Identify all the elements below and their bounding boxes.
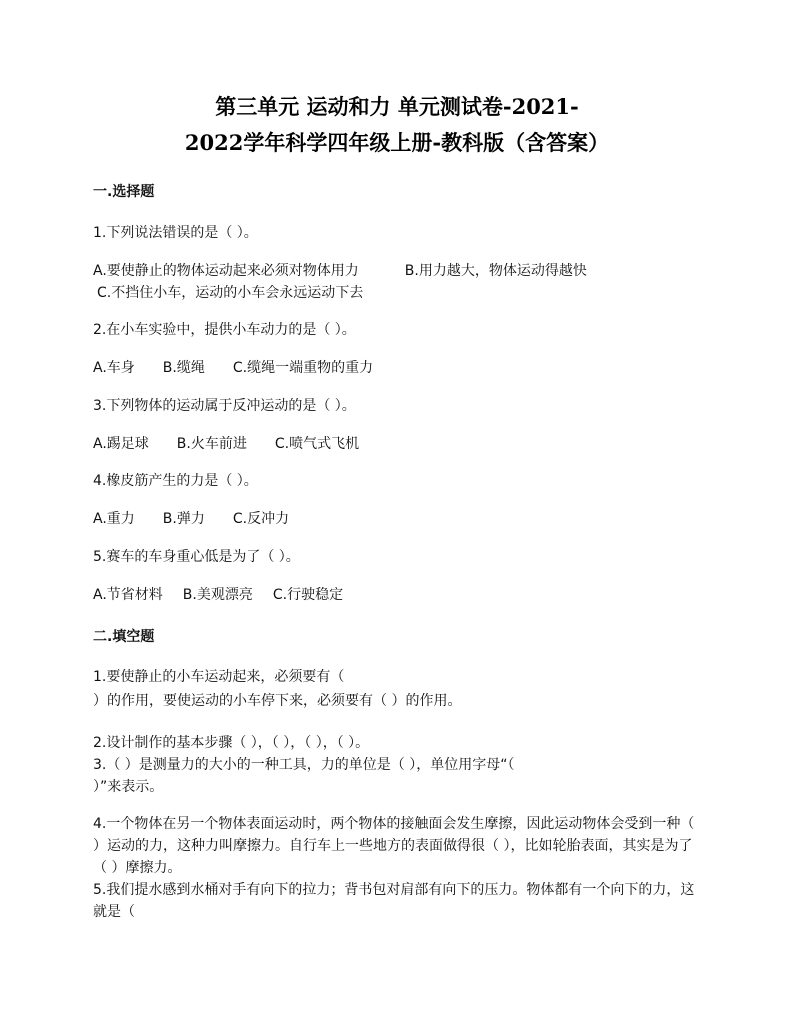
option: C.不挡住小车，运动的小车会永远运动下去 <box>97 285 364 301</box>
question-stem: 2.在小车实验中，提供小车动力的是（ ）。 <box>93 322 356 338</box>
question-stem: 1.下列说法错误的是（ ）。 <box>93 225 258 241</box>
option-row <box>93 358 401 378</box>
option: B.美观漂亮 <box>182 587 253 603</box>
option: B.弹力 <box>162 511 205 527</box>
document-title-line-1: 第三单元 运动和力 单元测试卷-2021- <box>215 94 579 119</box>
fill-question-4: 4.一个物体在另一个物体表面运动时，两个物体的接触面会发生摩擦，因此运动物体会受到一种（ ）运动的力，这种力叫摩擦力。自行车上一些地方的表面做得很（ ），比如轮胎表面，其实是为了（ ）摩擦力。 <box>93 816 695 876</box>
option: A.节省材料 <box>93 587 163 603</box>
section-heading-choice: 一.选择题 <box>93 184 155 200</box>
fill-question-1-line-2: ）的作用，要使运动的小车停下来，必须要有（ ）的作用。 <box>93 693 462 709</box>
option: C.行驶稳定 <box>272 587 344 603</box>
option-row <box>93 585 371 605</box>
question-stem: 5.赛车的车身重心低是为了（ ）。 <box>93 549 300 565</box>
option: B.缆绳 <box>162 360 205 376</box>
option-row <box>93 509 317 529</box>
option: A.要使静止的物体运动起来必须对物体用力 <box>93 263 359 279</box>
option: C.缆绳一端重物的重力 <box>232 360 374 376</box>
option-row <box>93 261 615 281</box>
option: B.火车前进 <box>176 436 247 452</box>
fill-question-3-line-1: 3.（ ）是测量力的大小的一种工具，力的单位是（ ），单位用字母“（ <box>93 757 515 773</box>
fill-question-5: 5.我们提水感到水桶对手有向下的拉力；背书包对肩部有向下的压力。物体都有一个向下的力，这就是（ <box>93 882 695 920</box>
fill-question-1-line-1: 1.要使静止的小车运动起来，必须要有（ <box>93 669 345 685</box>
option: C.喷气式飞机 <box>274 436 360 452</box>
option: A.重力 <box>93 511 135 527</box>
option-row <box>93 434 387 454</box>
fill-question-3-line-2: ）”来表示。 <box>93 779 164 795</box>
question-stem: 4.橡皮筋产生的力是（ ）。 <box>93 473 258 489</box>
fill-question-2: 2.设计制作的基本步骤（ ），（ ），（ ），（ ）。 <box>93 735 370 751</box>
question-stem: 3.下列物体的运动属于反冲运动的是（ ）。 <box>93 398 356 414</box>
document-title-line-2: 2022学年科学四年级上册-教科版（含答案） <box>184 130 610 155</box>
option: A.车身 <box>93 360 135 376</box>
option: C.反冲力 <box>232 511 290 527</box>
option-row <box>97 283 391 303</box>
section-heading-fill: 二.填空题 <box>93 629 155 645</box>
option: A.踢足球 <box>93 436 149 452</box>
option: B.用力越大，物体运动得越快 <box>404 263 587 279</box>
